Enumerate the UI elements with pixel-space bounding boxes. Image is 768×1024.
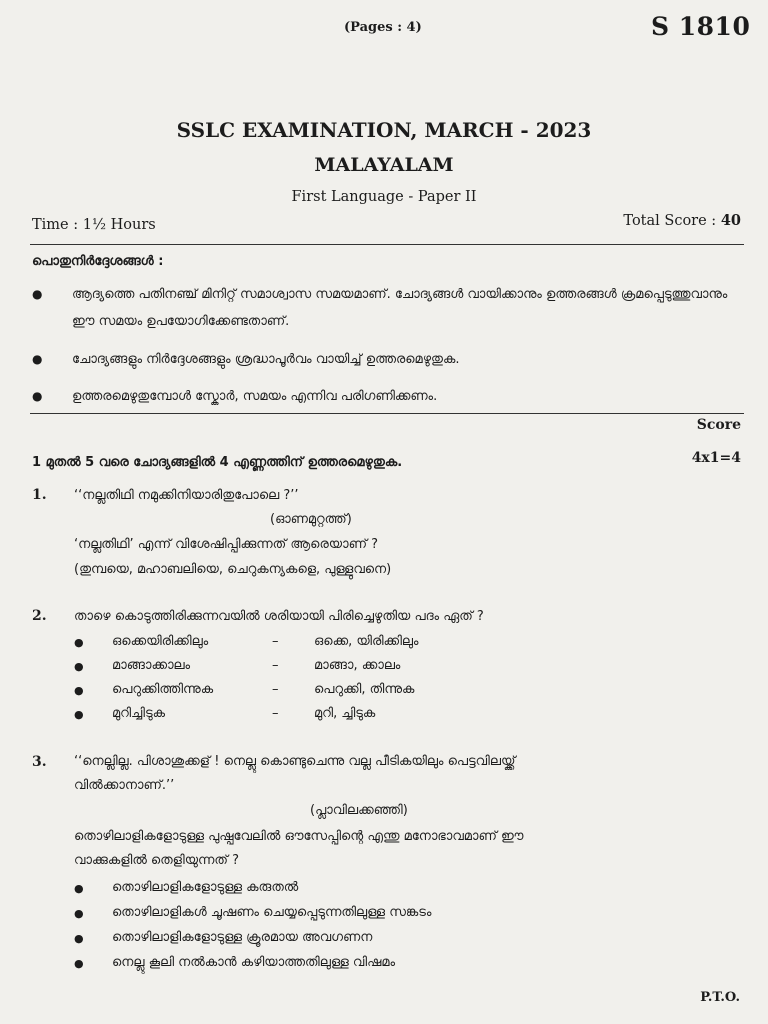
option-dash: –: [272, 634, 279, 649]
option-text: തൊഴിലാളികളോടുള്ള ക്രൂരമായ അവഗണന: [112, 930, 373, 945]
question-source: (പ്ലാവിലക്കഞ്ഞി): [310, 803, 408, 818]
option-text: നെല്ലു കൂലി നൽകാൻ കഴിയാത്തതിലുള്ള വിഷമം: [112, 955, 396, 970]
option-text: തൊഴിലാളികൾ ചൂഷണം ചെയ്യപ്പെടുന്നതിലുള്ള സങ്കടം: [112, 905, 432, 920]
question-quote: ‘‘നല്ലതിഥി നമുക്കിനിയാരിതുപോലെ ?’’: [74, 488, 299, 503]
exam-title: SSLC EXAMINATION, MARCH - 2023: [176, 118, 592, 142]
score-column-heading: Score: [696, 417, 741, 433]
bullet-icon: ●: [74, 660, 84, 673]
option-text: തൊഴിലാളികളോടുള്ള കരുതൽ: [112, 880, 299, 895]
bullet-icon: ●: [74, 636, 84, 649]
question-prompt: ‘നല്ലതിഥി’ എന്ന് വിശേഷിപ്പിക്കുന്നത് ആരെയാണ് ?: [74, 537, 379, 552]
question-choices: (തുമ്പയെ, മഹാബലിയെ, ചെറുകന്യകളെ, പുള്ളുവനെ): [74, 562, 392, 577]
total-score: [623, 212, 741, 229]
instructions-divider: [30, 413, 744, 414]
question-prompt-line: വാക്കുകളിൽ തെളിയുന്നത് ?: [74, 853, 240, 868]
question-prompt-line: തൊഴിലാളികളോടുള്ള പുഷ്പവേലിൽ ഔസേപ്പിന്റെ എന്തു മനോഭാവമാണ് ഈ: [74, 829, 524, 844]
section-marks: 4x1=4: [691, 450, 741, 466]
paper-subtitle: First Language - Paper II: [291, 189, 477, 205]
bullet-icon: ●: [74, 882, 84, 895]
total-score-value: 40: [720, 212, 741, 229]
bullet-icon: ●: [74, 957, 84, 970]
bullet-icon: ●: [32, 389, 43, 403]
option-dash: –: [272, 706, 279, 721]
question-source: (ഓണമുറ്റത്ത്): [270, 512, 352, 527]
option-word: പെറുക്കിത്തിന്നുക: [112, 682, 214, 697]
instruction-text: ഉത്തരമെഴുതുമ്പോൾ സ്കോർ, സമയം എന്നിവ പരിഗണിക്കണം.: [72, 389, 438, 404]
option-split: ഒക്കെ, യിരിക്കിലും: [314, 634, 419, 649]
total-score-label: Total Score :: [623, 213, 721, 229]
option-dash: –: [272, 682, 279, 697]
bullet-icon: ●: [74, 708, 84, 721]
question-prompt: താഴെ കൊടുത്തിരിക്കുന്നവയിൽ ശരിയായി പിരിച്ചെഴുതിയ പദം ഏത് ?: [74, 609, 484, 624]
paper-code: S 1810: [651, 12, 751, 41]
option-word: മുറിച്ചിടുക: [112, 706, 166, 721]
page-turn-over: P.T.O.: [700, 990, 740, 1005]
bullet-icon: ●: [74, 907, 84, 920]
option-row: [74, 905, 714, 925]
option-row: [74, 930, 714, 950]
option-split: മുറി, ച്ചിടുക: [314, 706, 376, 721]
option-row: [74, 706, 714, 726]
option-split: മാങ്ങാ, ക്കാലം: [314, 658, 401, 673]
option-word: ഒക്കെയിരിക്കിലും: [112, 634, 209, 649]
question-number: 2.: [32, 608, 47, 624]
bullet-icon: ●: [32, 287, 43, 301]
instructions-heading: പൊതുനിർദ്ദേശങ്ങൾ :: [32, 254, 164, 269]
bullet-icon: ●: [74, 684, 84, 697]
section-heading: 1 മുതൽ 5 വരെ ചോദ്യങ്ങളിൽ 4 എണ്ണത്തിന് ഉത്തരമെഴുതുക.: [32, 455, 403, 470]
question-number: 3.: [32, 754, 47, 770]
bullet-icon: ●: [32, 352, 43, 366]
question-number: 1.: [32, 487, 47, 503]
bullet-icon: ●: [74, 932, 84, 945]
option-row: [74, 955, 714, 975]
option-word: മാങ്ങാക്കാലം: [112, 658, 191, 673]
question-quote-line: ‘‘നെല്ലില്ല. പിശാശുക്കള് ! നെല്ലു കൊണ്ടുചെന്നു വല്ല പീടികയിലും പെട്ടവിലയ്ക്ക്: [74, 754, 516, 769]
option-row: [74, 682, 714, 702]
option-row: [74, 634, 714, 654]
subject-title: MALAYALAM: [314, 154, 454, 176]
question-quote-line: വിൽക്കാനാണ്.’’: [74, 778, 175, 793]
option-row: [74, 880, 714, 900]
option-row: [74, 658, 714, 678]
time-label: Time : 1½ Hours: [32, 217, 156, 233]
option-split: പെറുക്കി, തിന്നുക: [314, 682, 415, 697]
option-dash: –: [272, 658, 279, 673]
instruction-text: ആദ്യത്തെ പതിനഞ്ച് മിനിറ്റ് സമാശ്വാസ സമയമാണ്. ചോദ്യങ്ങൾ വായിക്കാനും ഉത്തരങ്ങൾ ക്രമപ്പെടുത്തുവാനും ഈ സമയം ഉപയോഗിക്കേണ്ടതാണ്.: [72, 287, 728, 329]
page-count: (Pages : 4): [344, 20, 422, 35]
header-divider: [30, 244, 744, 245]
instruction-text: ചോദ്യങ്ങളും നിർദ്ദേശങ്ങളും ശ്രദ്ധാപൂർവം വായിച്ച് ഉത്തരമെഴുതുക.: [72, 352, 460, 367]
